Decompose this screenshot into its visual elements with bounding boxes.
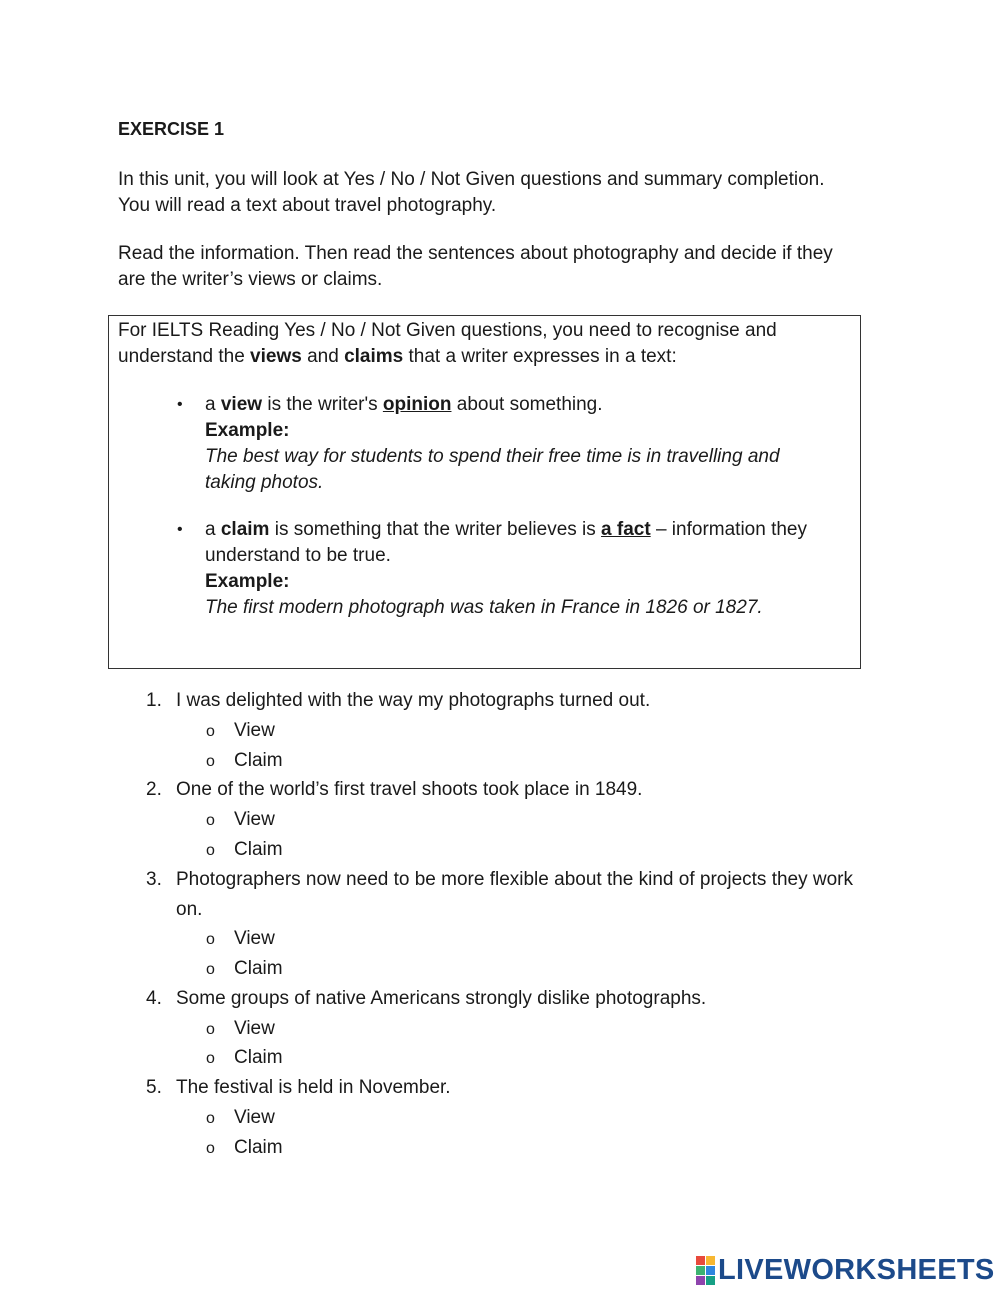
bullet-icon: • xyxy=(177,396,183,413)
info-box-line-2: understand the views and claims that a writer expresses in a text: xyxy=(118,346,677,367)
claim-example-text: The first modern photograph was taken in France in 1826 or 1827. xyxy=(205,597,763,618)
question-4-option-view[interactable]: o View xyxy=(206,1014,275,1045)
question-3-option-claim[interactable]: o Claim xyxy=(206,954,283,985)
views-term: views xyxy=(250,346,302,367)
question-1: 1. I was delighted with the way my photographs turned out. xyxy=(146,686,866,716)
question-1-option-view[interactable]: o View xyxy=(206,716,275,747)
question-4: 4. Some groups of native Americans strongly dislike photographs. xyxy=(146,984,866,1014)
radio-circle-icon[interactable]: o xyxy=(206,1140,215,1157)
question-text: I was delighted with the way my photographs turned out. xyxy=(176,690,651,711)
question-3: 3. Photographers now need to be more flexible about the kind of projects they work on. xyxy=(146,865,866,895)
logo-tile xyxy=(706,1266,715,1275)
radio-circle-icon[interactable]: o xyxy=(206,753,215,770)
radio-circle-icon[interactable]: o xyxy=(206,1110,215,1127)
bullet-icon: • xyxy=(177,521,183,538)
view-example-label: Example: xyxy=(205,420,290,441)
question-2: 2. One of the world’s first travel shoots took place in 1849. xyxy=(146,775,866,805)
question-2-option-claim[interactable]: o Claim xyxy=(206,835,283,866)
radio-circle-icon[interactable]: o xyxy=(206,842,215,859)
info-box-line-1: For IELTS Reading Yes / No / Not Given questions, you need to recognise and xyxy=(118,320,777,341)
logo-tile xyxy=(696,1256,705,1265)
radio-circle-icon[interactable]: o xyxy=(206,961,215,978)
liveworksheets-logo xyxy=(696,1254,995,1286)
radio-circle-icon[interactable]: o xyxy=(206,812,215,829)
question-5-option-claim[interactable]: o Claim xyxy=(206,1133,283,1164)
claims-term: claims xyxy=(344,346,404,367)
info-box xyxy=(108,315,861,669)
view-definition-text: a view is the writer's opinion about something. xyxy=(205,394,603,415)
opinion-key: opinion xyxy=(382,394,452,415)
view-definition xyxy=(177,392,825,496)
instruction-paragraph xyxy=(118,241,878,293)
question-text: One of the world’s first travel shoots took place in 1849. xyxy=(176,779,643,800)
instruction-line-2: are the writer’s views or claims. xyxy=(118,269,383,290)
radio-circle-icon[interactable]: o xyxy=(206,1050,215,1067)
view-example-text: The best way for students to spend their free time is in travelling and taking photos. xyxy=(205,446,780,493)
question-5-option-view[interactable]: o View xyxy=(206,1103,275,1134)
exercise-title: EXERCISE 1 xyxy=(118,119,225,139)
question-3-option-view[interactable]: o View xyxy=(206,924,275,955)
question-4-option-claim[interactable]: o Claim xyxy=(206,1043,283,1074)
logo-text: LIVEWORKSHEETS xyxy=(718,1253,995,1286)
logo-grid-icon xyxy=(696,1256,715,1285)
logo-tile xyxy=(696,1276,705,1285)
question-text: Photographers now need to be more flexible about the kind of projects they work on. xyxy=(176,869,854,920)
logo-tile xyxy=(706,1276,715,1285)
claim-definition-text: a claim is something that the writer believes is a fact – information they understand to be true. xyxy=(205,519,807,566)
logo-tile xyxy=(706,1256,715,1265)
question-text: Some groups of native Americans strongly dislike photographs. xyxy=(176,988,707,1009)
radio-circle-icon[interactable]: o xyxy=(206,723,215,740)
question-2-option-view[interactable]: o View xyxy=(206,805,275,836)
fact-key: a fact xyxy=(601,519,651,540)
intro-line-1: In this unit, you will look at Yes / No / Not Given questions and summary completion. xyxy=(118,169,825,190)
radio-circle-icon[interactable]: o xyxy=(206,1021,215,1038)
question-5: 5. The festival is held in November. xyxy=(146,1073,866,1103)
question-1-option-claim[interactable]: o Claim xyxy=(206,746,283,777)
claim-definition xyxy=(177,517,825,621)
intro-line-2: You will read a text about travel photography. xyxy=(118,195,497,216)
logo-tile xyxy=(696,1266,705,1275)
claim-example-label: Example: xyxy=(205,571,290,592)
radio-circle-icon[interactable]: o xyxy=(206,931,215,948)
question-text: The festival is held in November. xyxy=(176,1077,451,1098)
instruction-line-1: Read the information. Then read the sentences about photography and decide if they xyxy=(118,243,833,264)
info-box-intro xyxy=(118,318,848,370)
intro-paragraph xyxy=(118,167,878,219)
